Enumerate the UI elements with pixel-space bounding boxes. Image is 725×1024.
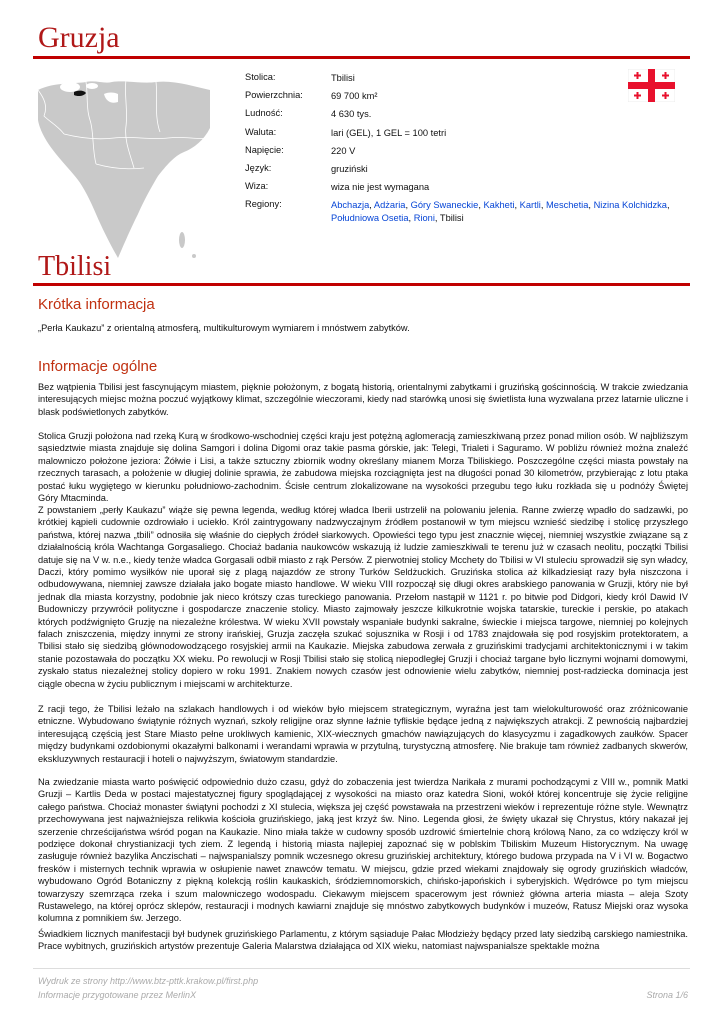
fact-value: 4 630 tys. — [331, 109, 372, 120]
fact-value: 220 V — [331, 145, 356, 156]
footer-page-number: Strona 1/6 — [646, 990, 688, 1000]
paragraph: Stolica Gruzji położona nad rzeką Kurą w środkowo-wschodniej części kraju jest potężną aglomeracją zamieszkiwaną przez ponad milion osób. W najbliższym sąsiedztwie miasta znajduje się dolina Samgori i dolina Digomi oraz takie pasma górskie, jak: Telegi, Trialeti i Saguramo. W pobliżu również można znaleźć malowniczo położone jeziora: Żółwie i Lisi, a także sztuczny zbiornik wodny określany mianem Morza Tbiliskiego. Poszczególne części miasta powstały na rzecznych tarasach, a położenie w długiej dolinie sprawia, że zabudowa miejska rozciągnięta jest na długości ponad 30 kilometrów, przybierając z lotu ptaka postać łuku wygiętego w kierunku południowo-zachodnim. Ścisłe centrum zlokalizowane na wysokości przegubu tego łuku rozkłada się u podnóży Świętej Góry Mtacminda. — [38, 431, 688, 504]
footer-rule — [33, 968, 690, 969]
fact-value: 69 700 km² — [331, 91, 378, 102]
fact-label: Stolica: — [245, 72, 276, 82]
fact-row-population — [245, 106, 695, 124]
fact-label: Ludność: — [245, 108, 283, 119]
region-link[interactable]: Meschetia — [546, 200, 589, 211]
region-link[interactable]: Rioni — [413, 212, 435, 223]
region-link[interactable]: Adżaria — [373, 200, 406, 211]
city-title: Tbilisi — [38, 251, 112, 282]
region-link[interactable]: Kartli — [519, 200, 541, 211]
fact-value: gruziński — [331, 163, 368, 174]
fact-value: wiza nie jest wymagana — [331, 182, 430, 193]
paragraph: Na zwiedzanie miasta warto poświęcić odpowiednio dużo czasu, gdyż do zobaczenia jest twierdza Narikała z murami pochodzącymi z VIII w., pomnik Matki Gruzji – Kartlis Deda w postaci majestatycznej figury spoglądającej z wysokości na miasto oraz katedra Sioni, wokół której koncentruje się życie religijne całego państwa. Chociaż monaster świątyni pochodzi z XI stulecia, większa jej część powstawała na przestrzeni wieków i reprezentuje różne style. Wewnątrz przechowywana jest najważniejsza relikwia kościoła gruzińskiego, jaką jest krzyż św. Nino. Legenda głosi, że święty ukazał się Chrystus, który nakazał jej szerzenie chrześcijaństwa wśród pogan na Kaukazie. Nino miała także w cudowny sposób uzdrowić śmiertelnie chorą królową Nano, za co wdzięczy król w podzięce dokonał chrystianizacji tych ziem. Z legendą i historią miasta najlepiej zapoznać się w poblskim Tbiliskim Muzeum Historycznym. Na uwagę zasługuje również bazylika Anczischati – najwspanialszy pomnik wczesnego okresu gruzińskiej architektury, którego budowa przypada na V i VI w. Bogactwo fresków i misternych technik wprawia w osłupienie nawet znawców tematu. W miejscu, gdzie przed wiekami znajdowały się ogrody gruzińskich władców, wybudowano Ogród Botaniczny z piękną kolekcją roślin kaukaskich, śródziemnomorskich, chińsko-japońskich i syberyjskich. Wędrówce po tym miejscu towarzyszy szemrząca rzeka i szum malowniczego wodospadu. Ciekawym miejscem spacerowym jest również główna arteria miasta – aleja Szoty Rustawelego, na której oprócz sklepów, restauracji i modnych kawiarni znajduje się mnóstwo zabytkowych budynków i muzeów, Ratusz Miejski oraz wysoka kolumna z pomnikiem św. Jerzego. — [38, 777, 688, 924]
georgia-flag-icon — [628, 69, 675, 102]
paragraph: Świadkiem licznych manifestacji był budynek gruzińskiego Parlamentu, z którym sąsiaduje Pałac Młodzieży będący przed laty siedzibą carskiego namiestnika. Prace wybitnych, gruzińskich artystów prezentuje Galeria Malarstwa działająca od XIX wieku, natomiast najwspanialsze spektakle można — [38, 929, 688, 952]
fact-row-regions — [245, 197, 695, 227]
region-link[interactable]: Kakheti — [483, 200, 515, 211]
fact-value: Tbilisi — [331, 73, 355, 83]
city-rule — [33, 283, 690, 286]
fact-label: Powierzchnia: — [245, 90, 303, 101]
regions-list: Abchazja, Adżaria, Góry Swaneckie, Kakheti, Kartli, Meschetia, Nizina Kolchidzka, Południowa Osetia, Rioni, Tbilisi — [331, 200, 670, 223]
region-link[interactable]: Abchazja — [331, 200, 370, 211]
fact-label: Waluta: — [245, 126, 277, 137]
fact-row-voltage — [245, 143, 695, 161]
fact-row-currency — [245, 125, 695, 143]
footer-credit: Informacje przygotowane przez MerlinX — [38, 990, 197, 1000]
fact-label: Wiza: — [245, 181, 269, 192]
country-title: Gruzja — [38, 21, 120, 54]
fact-row-visa — [245, 179, 695, 197]
region-map — [34, 68, 212, 264]
region-link[interactable]: Góry Swaneckie — [410, 200, 479, 211]
fact-row-language — [245, 161, 695, 179]
fact-label: Regiony: — [245, 199, 282, 210]
region-link[interactable]: Południowa Osetia — [331, 212, 409, 223]
fact-value: lari (GEL), 1 GEL = 100 tetri — [331, 127, 447, 138]
fact-label: Napięcie: — [245, 144, 284, 155]
footer-print-url: Wydruk ze strony http://www.btz-pttk.krakow.pl/first.php — [38, 976, 259, 986]
short-info-text: „Perła Kaukazu” z orientalną atmosferą, multikulturowym wymiarem i mnóstwem zabytków. — [38, 323, 410, 333]
general-info-heading: Informacje ogólne — [38, 358, 158, 375]
paragraph: Bez wątpienia Tbilisi jest fascynującym miastem, pięknie położonym, z bogatą historią, orientalnymi zabytkami i gruzińską gościnnością. W trakcie zwiedzania interesujących miejsc można poczuć wyjątkowy klimat, szczególnie wieczorami, kiedy nad starówką unosi się świetlista łuna wyzwalana przez latarnie uliczne i blask podświetlonych zabytków. — [38, 382, 688, 417]
paragraph: Z racji tego, że Tbilisi leżało na szlakach handlowych i od wieków było miejscem strategicznym, wyraźna jest tam wielokulturowość oraz zróżnicowanie etniczne. Wybudowano świątynie różnych wyznań, szkoły religijne oraz słynne łaźnie tyfliskie będące jedną z największych atrakcji. Z pewnością najbardziej interesującą częścią jest Stare Miasto pełne urokliwych kamienic, XIX-wiecznych gmachów nawiązujących do klasycyzmu i zagadkowych zaułków. Spacer między budynkami ozdobionymi okazałymi balkonami i werandami wprawia w przytulną, turystyczną atmosferę. Nie brakuje tam również zadbanych skwerów, ekskluzywnych restauracji i hoteli o najwyższym, światowym standardzie. — [38, 704, 688, 764]
region-plain: Tbilisi — [439, 212, 464, 223]
title-rule — [33, 56, 690, 59]
region-link[interactable]: Nizina Kolchidzka — [593, 200, 667, 211]
short-info-heading: Krótka informacja — [38, 296, 155, 313]
fact-label: Język: — [245, 162, 272, 173]
paragraph: Z powstaniem „perły Kaukazu” wiąże się pewna legenda, według której władca Iberii ustrzelił na polowaniu jelenia. Ranne zwierzę wpadło do sadzawki, po krótkiej kąpieli cudownie ozdrowiało i uciekło. Król zaintrygowany nadzwyczajnym źródłem postanowił w tym miejscu wznieść siedzibę i stolicę przyszłego państwa, której nazwa „tbili” odnosiła się właśnie do ciepłych źródeł siarkowych. Opowieści tego typu jest znacznie więcej, niemniej wszystkie związane są z działalnością króla Wachtanga Gorgasaliego. Chociaż badania naukowców wskazują iż ludzie zamieszkiwali te terenu już w czasach neolitu, początki Tbilisi datuje się na V w. n.e., kiedy tenże władca Gorgasali odbił miasto z rąk Persów. Z pierwotniej stolicy Mcchety do Tbilisi w VI stuleciu sprowadził się syn władcy, Daczi, który pomimo wysiłków nie uporał się z plagą najazdów ze strony Turków Seldżuckich. Gruzińska stolica aż kilkadziesiąt razy była niszczona i odbudowywana, niemniej zawsze działała jako bogate miasto handlowe. W wieku VIII rozpoczął się długi okres arabskiego panowania w Gruzji, który nie był jednak dla miasta korzystny, podobnie jak nieco krótszy czas tureckiego panowania. Przełom nastąpił w 1121 r. po bitwie pod Didgori, kiedy król Dawid IV Budowniczy przywrócił polityczne i gospodarcze znaczenie stolicy. Miasto zajmowały jeszcze kilkukrotnie wojska tatarskie, tureckie i perskie, po atakach których podźwignięto Gruzję na niezależne królestwa. W wieku XVII powstały wspaniałe budynki sakralne, świeckie i miejsca targowe, niemniej po kolejnych falach zniszczenia, między innymi ze strony irańskiej, Gruzja zaczęła szukać sojusznika w Rosji i od 1783 znajdowała się pod rosyjskim protektoratem, a Tbilisi stało się siedzibą głównodowodzącego rosyjskiej armii na Kaukazie. Miejska zabudowa zerwała z gruzińskimi tradycjami architektonicznymi i w takim stanie pozostawała do początku XX wieku. Po rewolucji w Rosji Tbilisi stało się stolicą niepodległej Gruzji i chociaż targane było licznymi wojnami domowymi, zyskało status niezależnej stolicy dopiero w roku 1991. Znakiem nowych czasów jest odnowienie wielu zabytków, niemniej post-radziecka dominacja jest ciągle obecna w życiu publicznym i miejscami w architekturze. — [38, 505, 689, 689]
